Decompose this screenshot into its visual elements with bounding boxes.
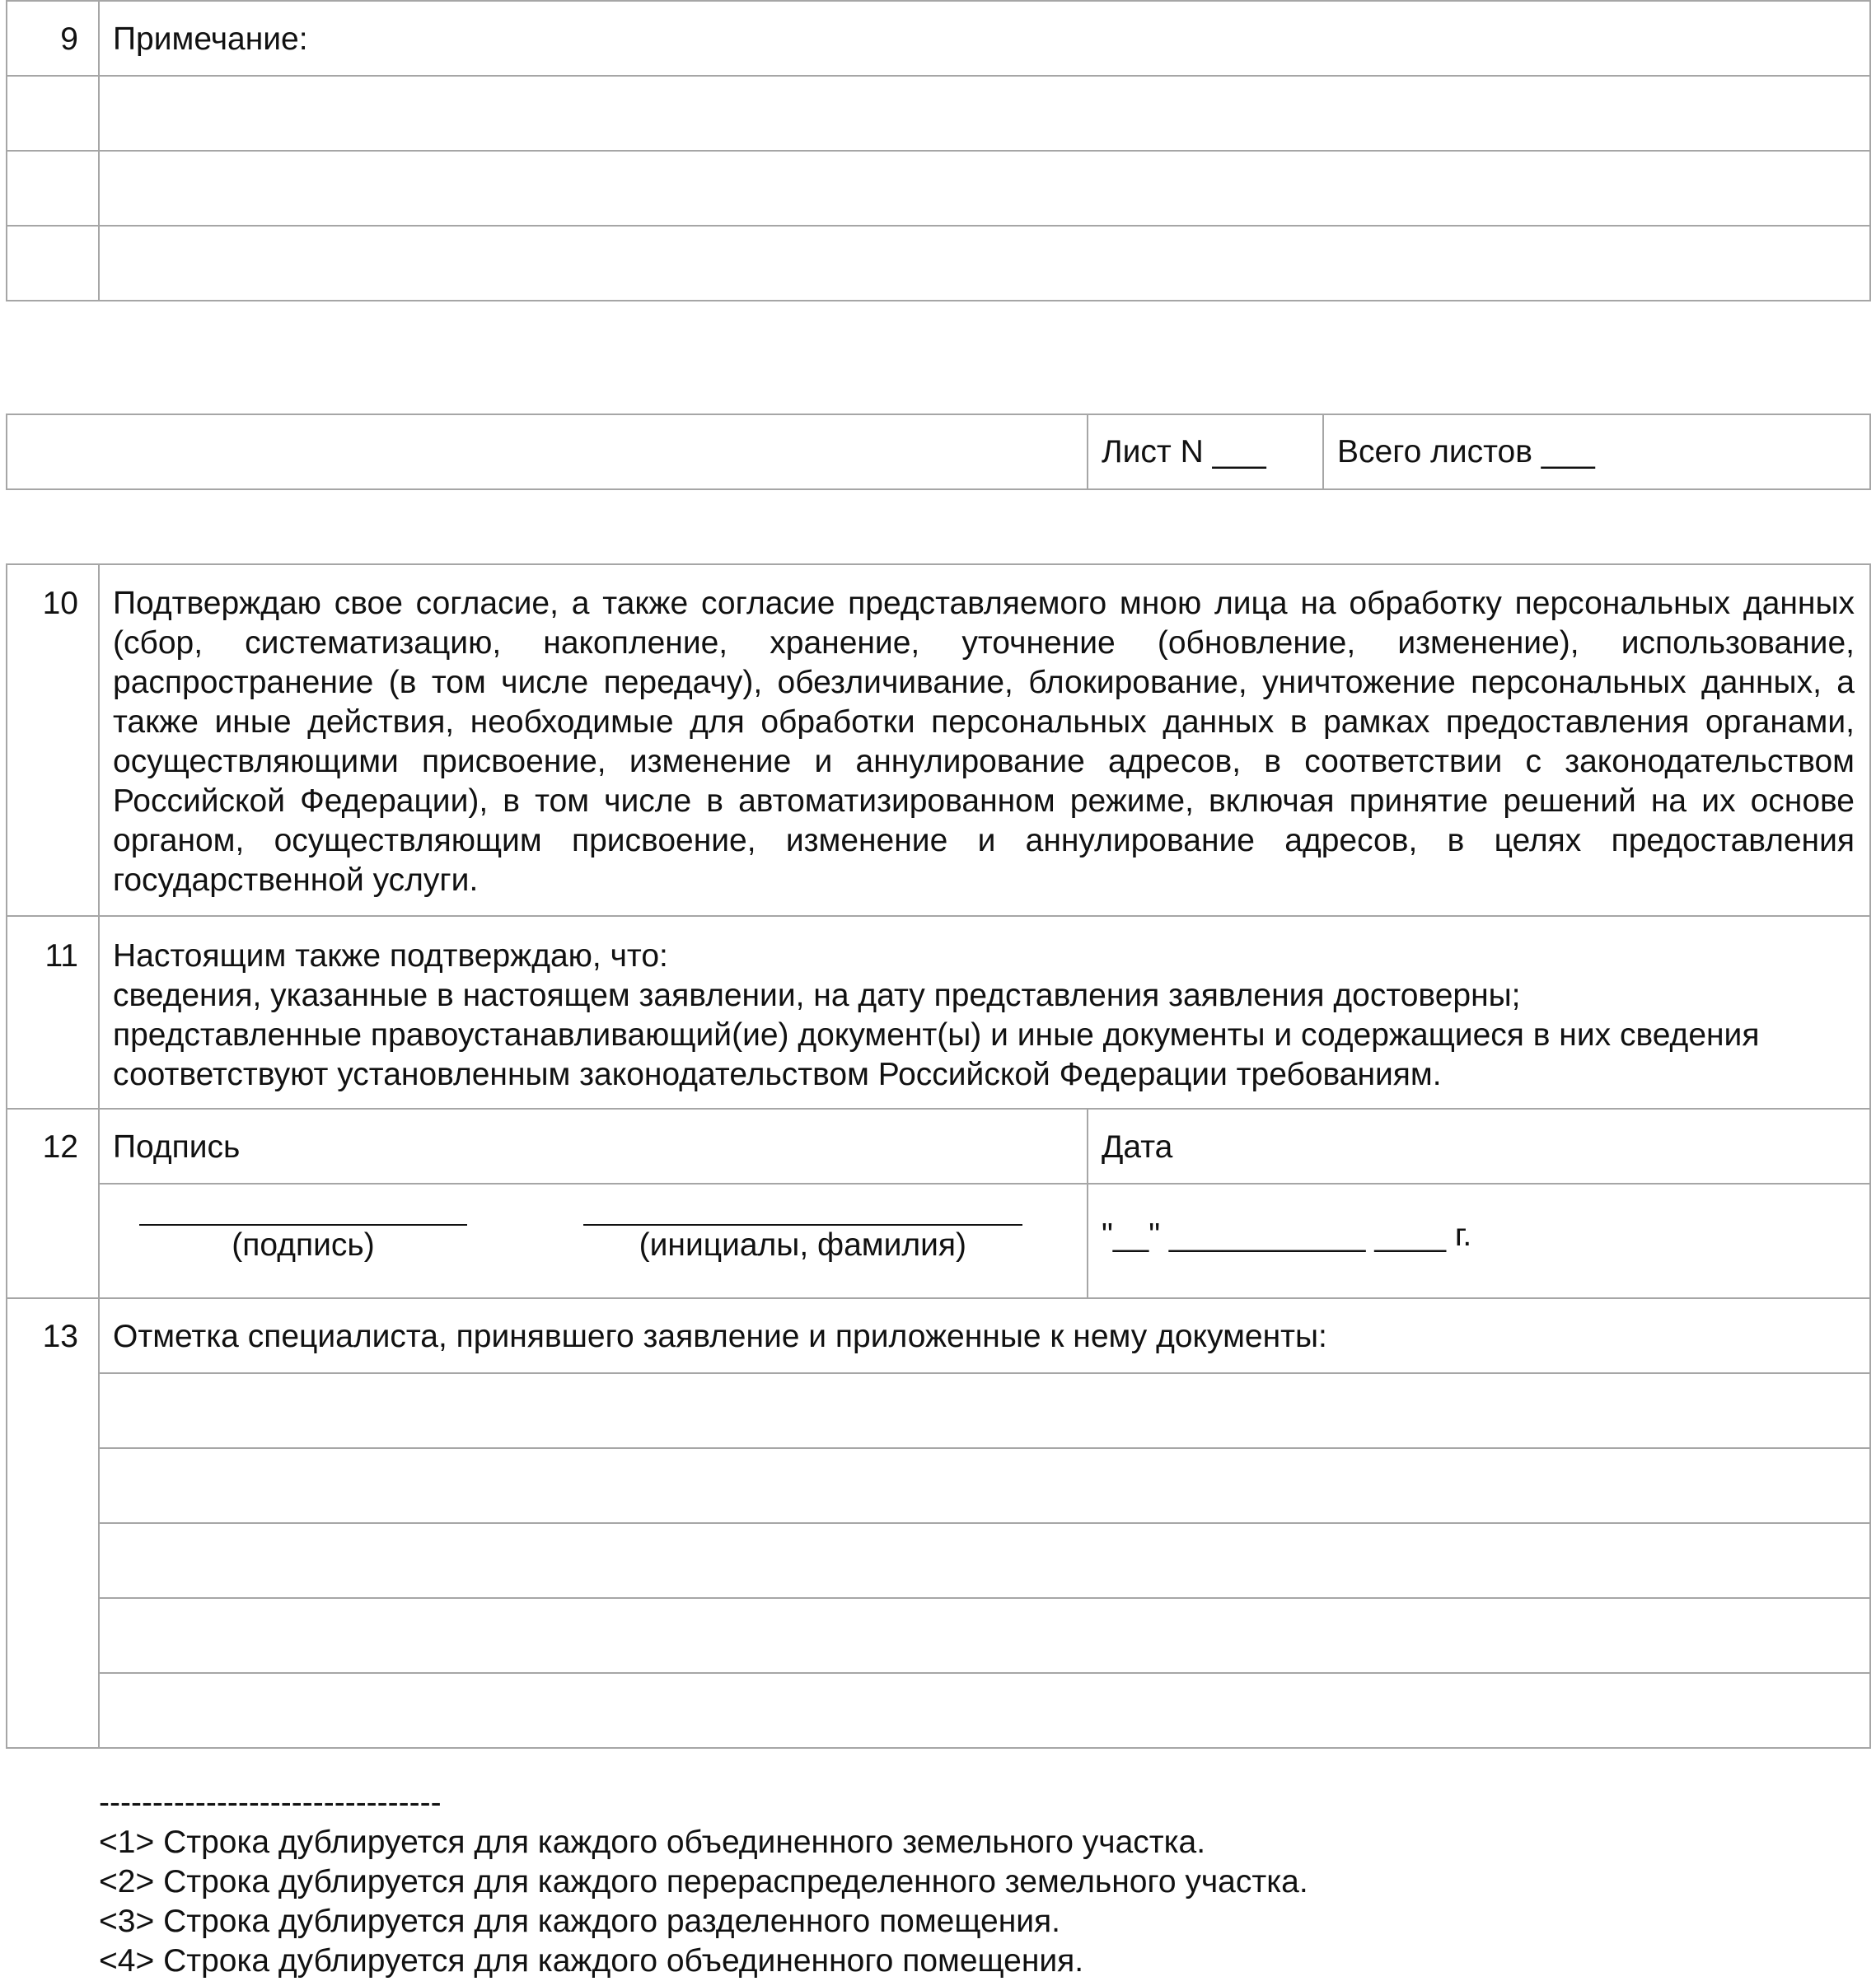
specialist-mark-line[interactable] — [99, 1448, 1870, 1523]
date-label: Дата — [1088, 1109, 1870, 1184]
note-line[interactable] — [99, 76, 1870, 151]
empty-number-cell — [7, 76, 99, 151]
specialist-mark-line[interactable] — [99, 1598, 1870, 1673]
specialist-mark-label: Отметка специалиста, принявшего заявление и приложенные к нему документы: — [99, 1298, 1870, 1373]
sheet-total: Всего листов ___ — [1323, 414, 1870, 489]
name-caption: (инициалы, фамилия) — [639, 1227, 967, 1263]
name-field[interactable] — [583, 1224, 1022, 1265]
section-number: 11 — [7, 916, 99, 1109]
signature-cell — [99, 1184, 1088, 1298]
specialist-mark-line[interactable] — [99, 1523, 1870, 1598]
empty-number-cell — [7, 151, 99, 226]
specialist-mark-line[interactable] — [99, 1673, 1870, 1748]
consent-text-cell — [99, 564, 1870, 916]
section-9-table — [6, 0, 1871, 301]
note-line[interactable] — [99, 151, 1870, 226]
note-line[interactable] — [99, 226, 1870, 301]
section-number: 10 — [7, 564, 99, 916]
confirmation-intro: Настоящим также подтверждаю, что: — [113, 938, 668, 974]
section-number: 13 — [7, 1298, 99, 1748]
confirmation-item: сведения, указанные в настоящем заявлении, на дату представления заявления достоверны; — [113, 977, 1521, 1013]
consent-text: Подтверждаю свое согласие, а также согласие представляемого мною лица на обработку персональных данных (сбор, систематизацию, накопление, хранение, уточнение (обновление, изменение), использование, распространение (в том числе передачу), обезличивание, блокирование, уничтожение персональных данных, а также иные действия, необходимые для обработки персональных данных в рамках предоставления органами, осуществляющими присвоение, изменение и аннулирование адресов, в соответствии с законодательством Российской Федерации), в том числе в автоматизированном режиме, включая принятие решений на их основе органом, осуществляющим присвоение, изменение и аннулирование адресов, в целях предоставления государственной услуги. — [113, 586, 1855, 898]
confirmation-item: представленные правоустанавливающий(ие) документ(ы) и иные документы и содержащиеся в них сведения соответствуют установленным законодательством Российской Федерации требованиям. — [113, 1016, 1760, 1092]
sheet-number-table — [6, 414, 1871, 490]
footnote-item: <1> Строка дублируется для каждого объединенного земельного участка. — [99, 1825, 1206, 1860]
empty-number-cell — [7, 226, 99, 301]
footnote-item: <3> Строка дублируется для каждого разделенного помещения. — [99, 1904, 1060, 1939]
section-number: 12 — [7, 1109, 99, 1298]
signature-field[interactable] — [139, 1224, 467, 1265]
sections-10-13-table — [6, 563, 1871, 1749]
empty-cell — [7, 414, 1088, 489]
section-number: 9 — [7, 1, 99, 76]
signature-caption: (подпись) — [232, 1227, 375, 1263]
specialist-mark-line[interactable] — [99, 1373, 1870, 1448]
footnote-separator: -------------------------------- — [99, 1785, 442, 1820]
signature-label: Подпись — [99, 1109, 1088, 1184]
footnote-item: <2> Строка дублируется для каждого перераспределенного земельного участка. — [99, 1864, 1308, 1900]
section-label: Примечание: — [99, 1, 1870, 76]
confirmation-cell — [99, 916, 1870, 1109]
sheet-number: Лист N ___ — [1088, 414, 1323, 489]
date-value[interactable]: "__" ___________ ____ г. — [1088, 1184, 1870, 1298]
footnotes — [99, 1783, 1308, 1981]
footnote-item: <4> Строка дублируется для каждого объединенного помещения. — [99, 1943, 1084, 1979]
